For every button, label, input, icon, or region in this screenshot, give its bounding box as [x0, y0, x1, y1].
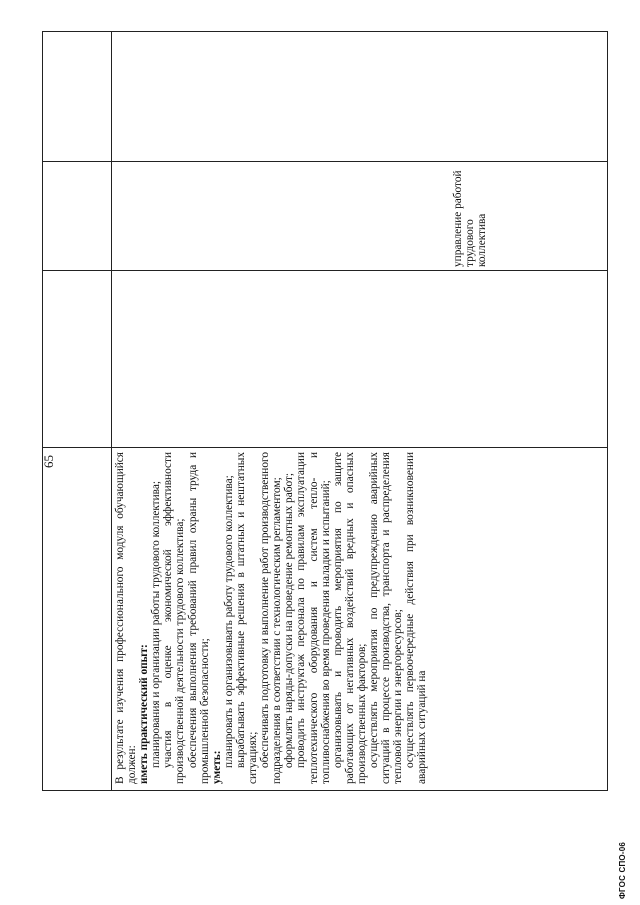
outcome-paragraph: участия в оценке экономической эффективности производственной деятельности трудового коллектива; — [162, 452, 187, 784]
column-divider — [43, 270, 607, 271]
competency-line: управление работой — [452, 170, 464, 267]
row-divider — [111, 32, 112, 790]
outcome-paragraph: планировать и организовывать работу трудового коллектива; — [222, 475, 235, 768]
section-heading — [211, 452, 223, 784]
outcome-paragraph: обеспечения выполнения требований правил охраны труда и промышленной безопасности; — [186, 452, 211, 784]
section-heading — [138, 452, 150, 784]
document-code: ФГОС СПО-06 — [618, 842, 627, 899]
outcome-paragraph: В результате изучения профессионального модуля обучающийся должен: — [114, 452, 139, 784]
bold-label: иметь практический опыт: — [138, 644, 151, 784]
competency-cell — [452, 165, 488, 267]
outcome-paragraph: вырабатывать эффективные решения в штатных и нештатных ситуациях; — [234, 452, 260, 784]
column-divider — [43, 447, 607, 448]
outcome-paragraph: планирования и организации работы трудового коллектива; — [150, 481, 163, 768]
column-divider — [43, 161, 607, 162]
outcome-paragraph: осуществлять мероприятия по предупреждению аварийных ситуаций в процессе производства, транспорта и распределения тепловой энергии и энергоресурсов; — [367, 452, 405, 784]
competency-line: трудового коллектива — [464, 213, 489, 267]
learning-outcomes-cell — [114, 452, 428, 784]
curriculum-table — [42, 31, 608, 791]
outcome-paragraph: оформлять наряды-допуски на проведение ремонтных работ; — [283, 472, 296, 768]
outcome-paragraph: обеспечивать подготовку и выполнение работ производственного подразделения в соответствии с технологическим регламентом; — [259, 452, 284, 784]
outcome-paragraph: организовывать и проводить мероприятия по защите работающих от негативных воздействий вредных и опасных производственных факторов; — [331, 452, 368, 784]
outcome-paragraph: осуществлять первоочередные действия при возникновении аварийных ситуаций на — [404, 452, 429, 784]
outcome-paragraph: проводить инструктаж персонала по правилам эксплуатации теплотехнического оборудования и систем тепло- и топливоснабжения во время проведения наладки и испытаний; — [295, 452, 332, 784]
page-number: 65 — [41, 455, 56, 468]
bold-label: уметь: — [210, 750, 223, 784]
